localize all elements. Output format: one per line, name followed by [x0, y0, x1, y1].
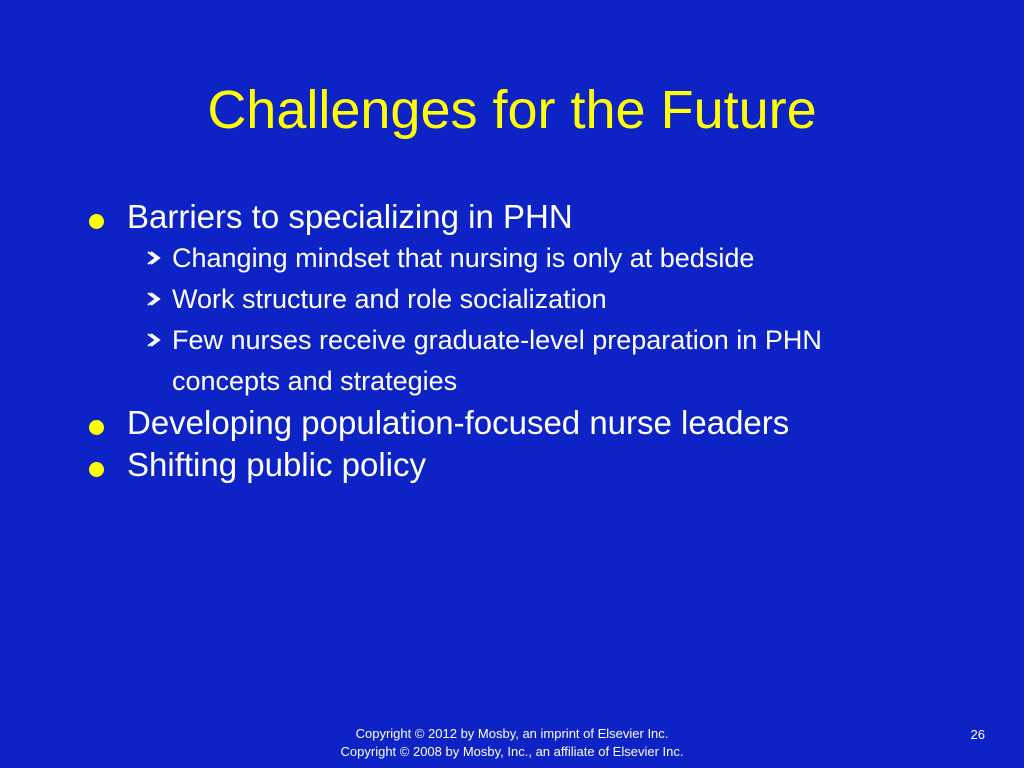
sub-bullet-item: [141, 279, 966, 320]
sub-bullet-text: Changing mindset that nursing is only at bedside: [172, 243, 755, 273]
bullet-item: [86, 402, 966, 444]
copyright-line: Copyright © 2008 by Mosby, Inc., an affiliate of Elsevier Inc.: [340, 744, 684, 759]
bullet-list: [86, 196, 966, 486]
sub-bullet-text: Work structure and role socialization: [172, 284, 607, 314]
bullet-item: [86, 196, 966, 238]
page-number: 26: [970, 727, 985, 742]
bullet-item: [86, 444, 966, 486]
copyright-footer: [0, 725, 1024, 761]
arrow-bullet-icon: [143, 321, 163, 359]
bullet-text: Developing population-focused nurse leaders: [127, 404, 790, 441]
bullet-text: Barriers to specializing in PHN: [127, 198, 573, 235]
bullet-dot-icon: [89, 214, 104, 229]
bullet-dot-icon: [89, 462, 104, 477]
sub-bullet-item: [141, 238, 966, 279]
sub-bullet-list: [86, 238, 966, 402]
copyright-line: Copyright © 2012 by Mosby, an imprint of Elsevier Inc.: [355, 726, 669, 741]
arrow-bullet-icon: [143, 280, 163, 318]
bullet-text: Shifting public policy: [127, 446, 426, 483]
bullet-dot-icon: [89, 420, 104, 435]
sub-bullet-text: Few nurses receive graduate-level preparation in PHN concepts and strategies: [172, 325, 822, 396]
arrow-bullet-icon: [143, 239, 163, 277]
slide-title: Challenges for the Future: [207, 80, 817, 140]
sub-bullet-item: [141, 320, 966, 402]
